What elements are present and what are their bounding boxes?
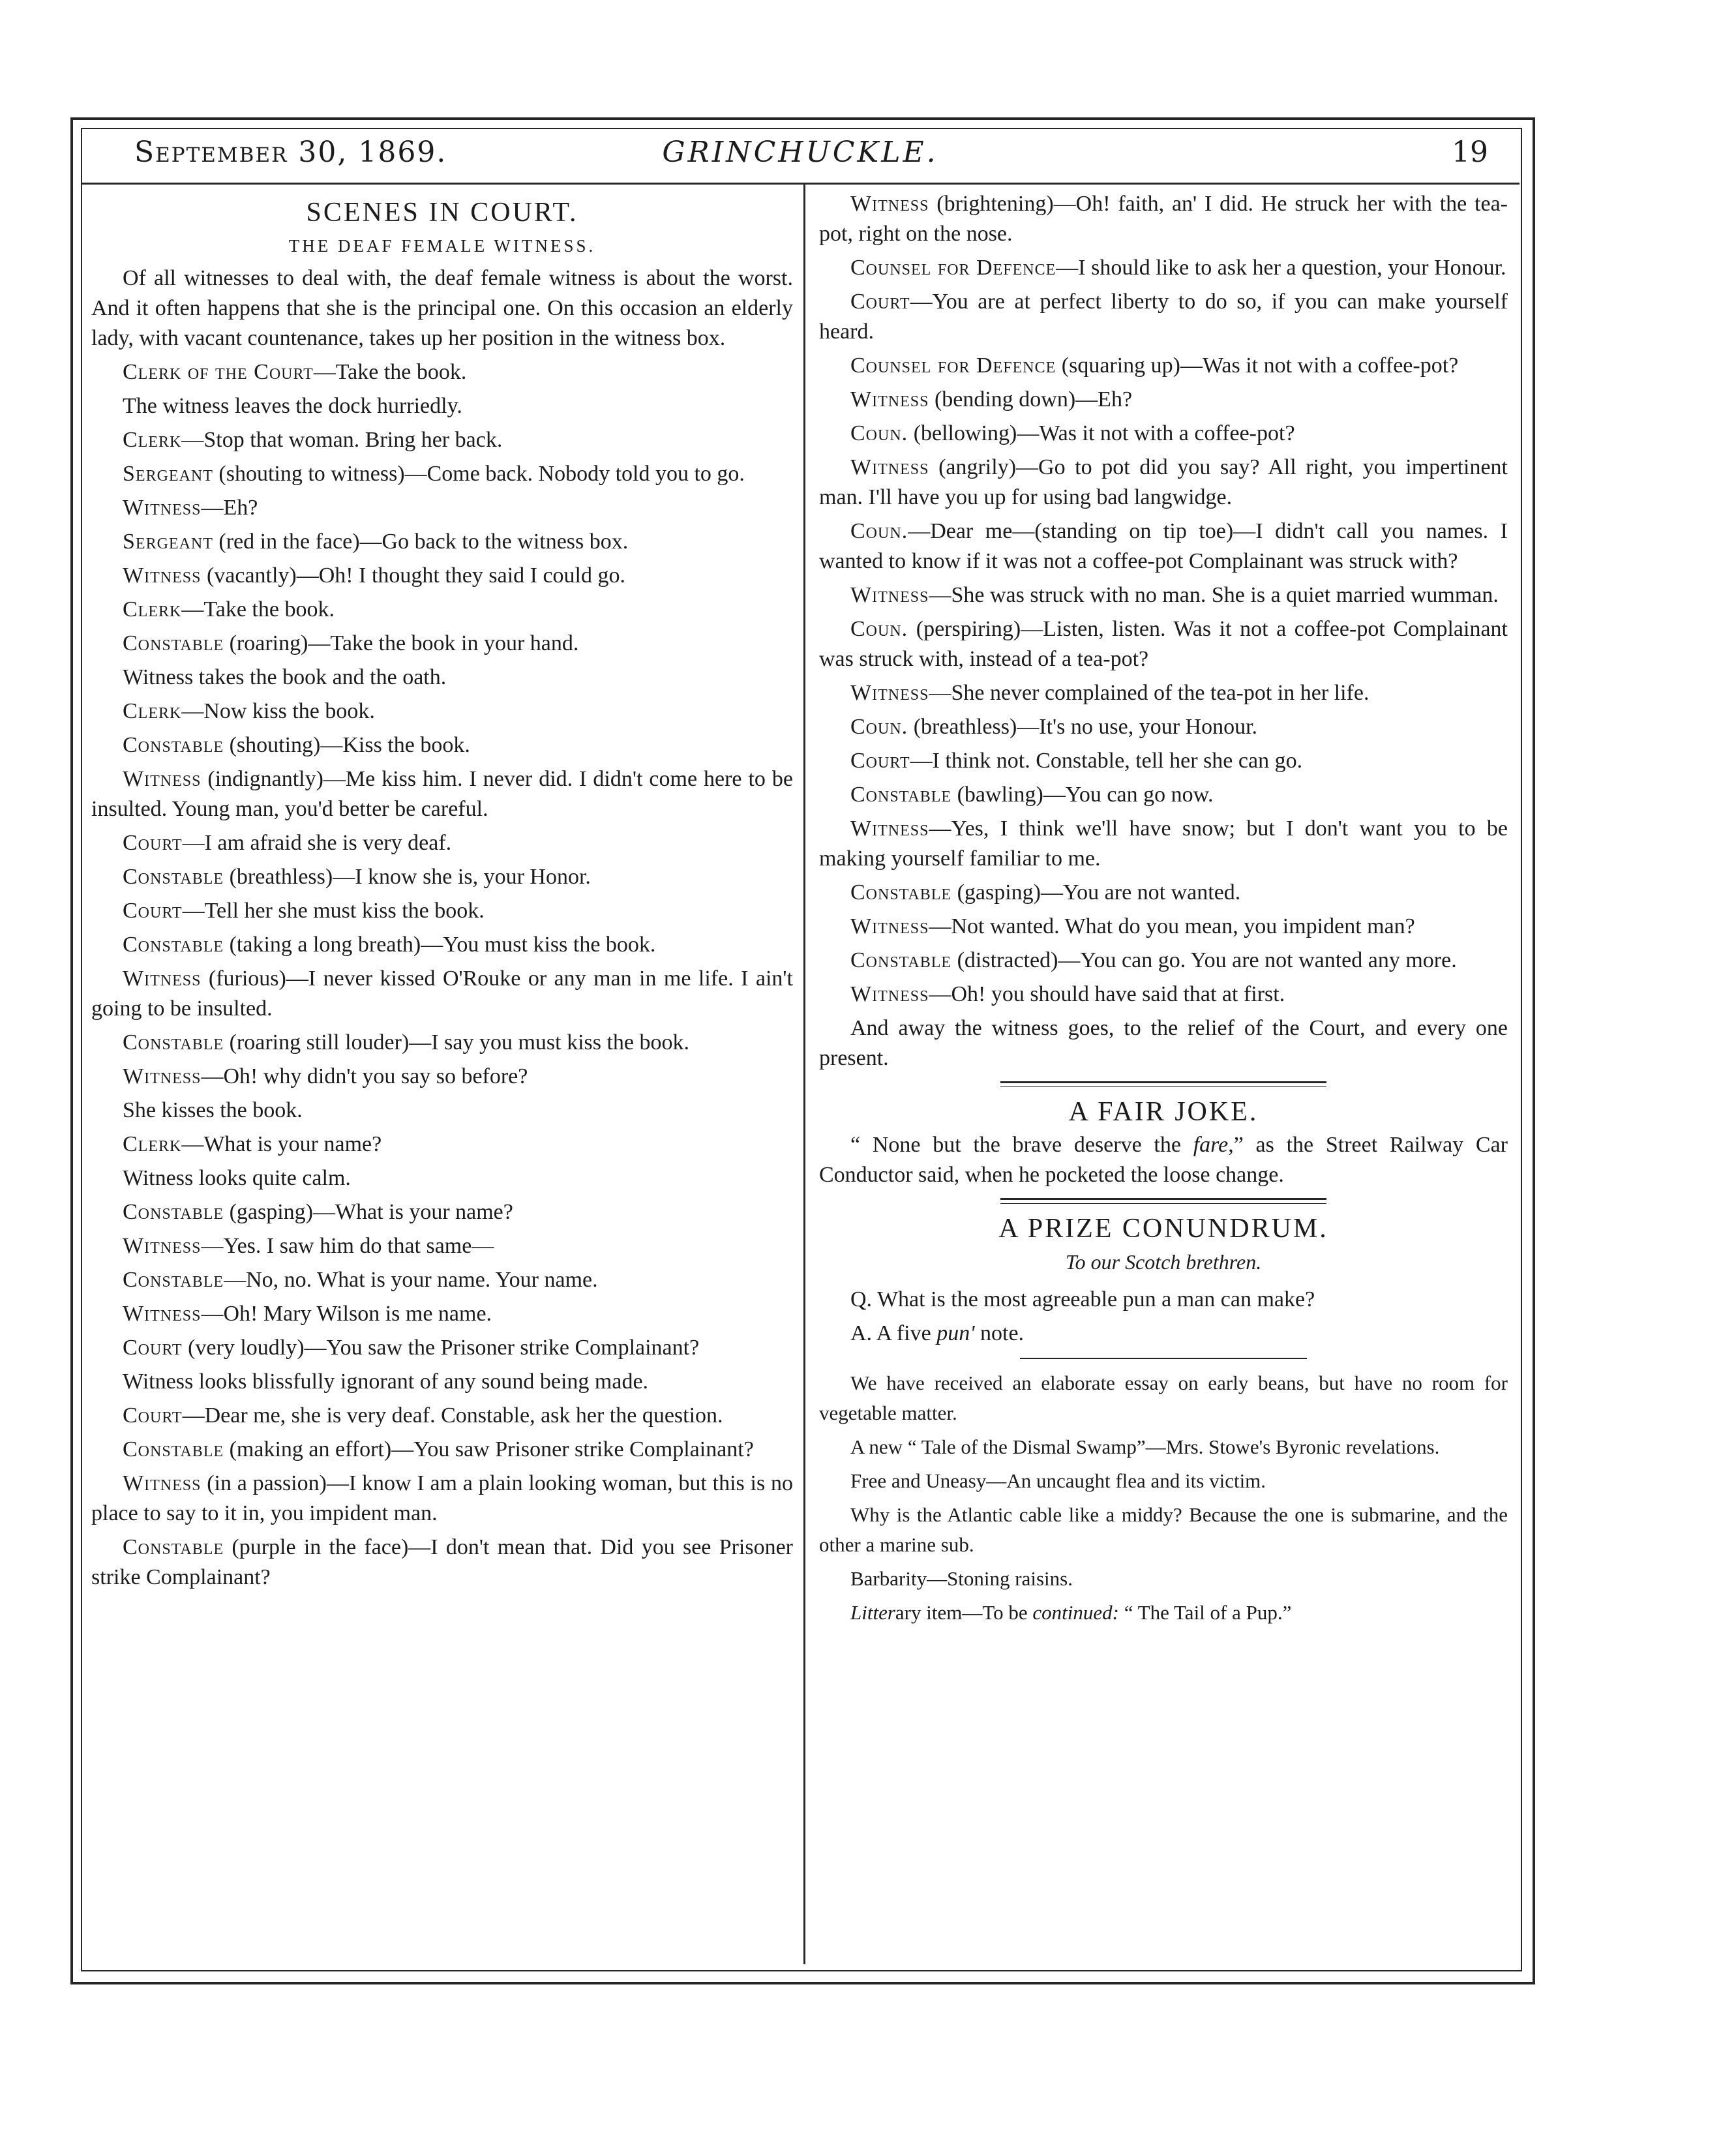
dialogue-text: (bawling)—You can go now. bbox=[951, 783, 1214, 807]
speaker-name: Constable bbox=[123, 631, 224, 655]
speaker-name: Coun. bbox=[850, 421, 908, 445]
left-column bbox=[91, 189, 793, 1596]
speaker-name: Witness bbox=[123, 1471, 202, 1495]
dialogue-line bbox=[91, 1299, 793, 1329]
joke-text-part: “ None but the brave deserve the bbox=[850, 1133, 1193, 1157]
dialogue-text: (making an effort)—You saw Prisoner strike Complainant? bbox=[224, 1437, 754, 1461]
dialogue-text: (gasping)—What is your name? bbox=[224, 1200, 513, 1224]
dialogue-line bbox=[91, 1469, 793, 1529]
masthead-title: GRINCHUCKLE. bbox=[662, 136, 938, 169]
speaker-name: Counsel for Defence bbox=[850, 256, 1056, 280]
dialogue-line bbox=[91, 425, 793, 455]
joke-text-italic: fare bbox=[1193, 1133, 1229, 1157]
dialogue-text: (vacantly)—Oh! I thought they said I could go. bbox=[201, 563, 626, 588]
dialogue-line bbox=[91, 1028, 793, 1058]
speaker-name: Counsel for Defence bbox=[850, 353, 1056, 378]
dialogue-line bbox=[91, 930, 793, 960]
dialogue-text: (breathless)—I know she is, your Honor. bbox=[224, 865, 591, 889]
dialogue-continued bbox=[819, 189, 1508, 1073]
dialogue-text: —Oh! you should have said that at first. bbox=[929, 982, 1285, 1006]
running-header bbox=[81, 128, 1519, 185]
speaker-name: Clerk of the Court bbox=[123, 360, 314, 384]
dialogue-text: (indignantly)—Me kiss him. I never did. I didn't come here to be insulted. Young man, you'd better be careful. bbox=[91, 767, 793, 821]
note-text: continued: bbox=[1032, 1601, 1119, 1624]
speaker-name: Witness bbox=[123, 1234, 202, 1258]
dialogue-line bbox=[91, 730, 793, 760]
dialogue-text: —Dear me—(standing on tip toe)—I didn't call you names. I wanted to know if it was not a coffee-pot Complainant was struck with? bbox=[819, 519, 1508, 573]
dialogue-text: —Oh! Mary Wilson is me name. bbox=[201, 1302, 492, 1326]
dialogue-line bbox=[819, 453, 1508, 513]
dialogue-text: —Oh! why didn't you say so before? bbox=[201, 1064, 528, 1088]
conundrum-question: Q. What is the most agreeable pun a man can make? bbox=[850, 1287, 1315, 1311]
dialogue-line bbox=[91, 1231, 793, 1261]
dialogue-text: (brightening)—Oh! faith, an' I did. He struck her with the tea-pot, right on the nose. bbox=[819, 192, 1508, 246]
dialogue-line bbox=[91, 1401, 793, 1431]
dialogue-text: —What is your name? bbox=[181, 1132, 382, 1156]
conundrum-title: A PRIZE CONUNDRUM. bbox=[998, 1214, 1328, 1244]
speaker-name: Witness bbox=[850, 914, 929, 938]
speaker-name: Witness bbox=[850, 455, 929, 479]
column-divider bbox=[803, 184, 805, 1964]
speaker-name: Court bbox=[123, 1403, 183, 1428]
dialogue-line bbox=[91, 663, 793, 693]
speaker-name: Clerk bbox=[123, 597, 182, 621]
dialogue-line bbox=[819, 746, 1508, 776]
speaker-name: Constable bbox=[123, 865, 224, 889]
dialogue-line bbox=[91, 764, 793, 824]
speaker-name: Clerk bbox=[123, 428, 182, 452]
dialogue-text: —Yes, I think we'll have snow; but I don't want you to be making yourself familiar to me. bbox=[819, 816, 1508, 871]
speaker-name: Constable bbox=[123, 733, 224, 757]
dialogue-text: —Now kiss the book. bbox=[181, 699, 375, 723]
dialogue-text: (roaring)—Take the book in your hand. bbox=[224, 631, 579, 655]
dialogue-text: —I am afraid she is very deaf. bbox=[182, 831, 452, 855]
dialogue-line bbox=[91, 1265, 793, 1295]
dialogue-text: (perspiring)—Listen, listen. Was it not a coffee-pot Complainant was struck with, instead of a tea-pot? bbox=[819, 617, 1508, 671]
dialogue-text: (angrily)—Go to pot did you say? All right, you impertinent man. I'll have you up for using bad langwidge. bbox=[819, 455, 1508, 509]
dialogue-text: She kisses the book. bbox=[123, 1098, 303, 1122]
speaker-name: Witness bbox=[123, 563, 202, 588]
dialogue-line bbox=[91, 1096, 793, 1126]
dialogue-text: Witness takes the book and the oath. bbox=[123, 665, 447, 689]
dialogue-line bbox=[91, 1062, 793, 1092]
speaker-name: Witness bbox=[850, 583, 929, 607]
speaker-name: Witness bbox=[850, 192, 929, 216]
answer-part: A. A five bbox=[850, 1321, 937, 1345]
dialogue-line bbox=[91, 1130, 793, 1160]
speaker-name: Clerk bbox=[123, 699, 182, 723]
speaker-name: Constable bbox=[123, 933, 224, 957]
dialogue-line bbox=[819, 419, 1508, 449]
dialogue-text: —Tell her she must kiss the book. bbox=[182, 899, 485, 923]
dialogue-line bbox=[819, 189, 1508, 249]
dialogue-text: —She never complained of the tea-pot in her life. bbox=[929, 681, 1369, 705]
note-text: Litter bbox=[850, 1601, 895, 1624]
dialogue-line bbox=[91, 964, 793, 1024]
dialogue-text: (shouting)—Kiss the book. bbox=[224, 733, 470, 757]
speaker-name: Witness bbox=[850, 982, 929, 1006]
speaker-name: Witness bbox=[123, 767, 202, 791]
dialogue-line bbox=[819, 780, 1508, 810]
dialogue-line bbox=[819, 385, 1508, 415]
note-text: We have received an elaborate essay on early beans, but have no room for vegetable matter. bbox=[819, 1371, 1508, 1424]
speaker-name: Sergeant bbox=[123, 462, 213, 486]
dialogue-line bbox=[819, 287, 1508, 347]
joke-text-part: ,” as the Street Railway Car Conductor said, when he pocketed the loose change. bbox=[819, 1133, 1508, 1187]
dialogue-line bbox=[91, 595, 793, 625]
dialogue-text: —Not wanted. What do you mean, you impident man? bbox=[929, 914, 1415, 938]
dialogue-line bbox=[91, 561, 793, 591]
dialogue-text: (roaring still louder)—I say you must kiss the book. bbox=[224, 1030, 690, 1055]
dialogue-line bbox=[819, 678, 1508, 708]
speaker-name: Court bbox=[123, 831, 183, 855]
dialogue-line bbox=[819, 814, 1508, 874]
dialogue-text: (taking a long breath)—You must kiss the book. bbox=[224, 933, 656, 957]
speaker-name: Coun. bbox=[850, 519, 908, 543]
note-item bbox=[819, 1500, 1508, 1560]
dialogue-line bbox=[819, 351, 1508, 381]
speaker-name: Constable bbox=[850, 948, 952, 972]
speaker-name: Coun. bbox=[850, 715, 908, 739]
dialogue-text: Witness looks blissfully ignorant of any sound being made. bbox=[123, 1370, 649, 1394]
dialogue-text: (shouting to witness)—Come back. Nobody told you to go. bbox=[213, 462, 745, 486]
dialogue-line bbox=[91, 828, 793, 858]
dialogue-line bbox=[819, 580, 1508, 610]
dialogue-text: (purple in the face)—I don't mean that. Did you see Prisoner strike Complainant? bbox=[91, 1535, 793, 1589]
note-item bbox=[819, 1564, 1508, 1594]
speaker-name: Witness bbox=[850, 681, 929, 705]
article-subtitle: THE DEAF FEMALE WITNESS. bbox=[288, 236, 596, 256]
dialogue-text: (furious)—I never kissed O'Rouke or any man in me life. I ain't going to be insulted. bbox=[91, 966, 793, 1021]
dialogue-line bbox=[91, 1435, 793, 1465]
dialogue-text: (very loudly)—You saw the Prisoner strike Complainant? bbox=[182, 1336, 700, 1360]
dialogue-text: And away the witness goes, to the relief of the Court, and every one present. bbox=[819, 1016, 1508, 1070]
speaker-name: Witness bbox=[850, 387, 929, 412]
speaker-name: Witness bbox=[123, 1302, 202, 1326]
dialogue-text: —No, no. What is your name. Your name. bbox=[224, 1268, 598, 1292]
page-number: 19 bbox=[1452, 136, 1488, 169]
speaker-name: Constable bbox=[123, 1030, 224, 1055]
dialogue-line bbox=[91, 493, 793, 523]
dialogue-line bbox=[91, 357, 793, 387]
dialogue-line bbox=[819, 253, 1508, 283]
note-text: Why is the Atlantic cable like a middy? Because the one is submarine, and the other a marine sub. bbox=[819, 1503, 1508, 1556]
speaker-name: Constable bbox=[123, 1268, 224, 1292]
dialogue-text: —You are at perfect liberty to do so, if you can make yourself heard. bbox=[819, 290, 1508, 344]
issue-date: September 30, 1869. bbox=[134, 136, 447, 169]
dialogue-line bbox=[819, 912, 1508, 942]
note-item bbox=[819, 1598, 1508, 1628]
speaker-name: Sergeant bbox=[123, 530, 213, 554]
section-divider bbox=[1000, 1081, 1326, 1087]
dialogue-text: —I think not. Constable, tell her she can go. bbox=[910, 749, 1303, 773]
speaker-name: Constable bbox=[850, 783, 952, 807]
speaker-name: Constable bbox=[123, 1200, 224, 1224]
dialogue-line bbox=[91, 696, 793, 726]
dialogue-line bbox=[819, 946, 1508, 976]
joke-text bbox=[819, 1130, 1508, 1190]
note-text: ary item—To be bbox=[895, 1601, 1033, 1624]
dialogue-text: —Stop that woman. Bring her back. bbox=[181, 428, 503, 452]
speaker-name: Witness bbox=[850, 816, 929, 841]
speaker-name: Clerk bbox=[123, 1132, 182, 1156]
dialogue-line bbox=[91, 1197, 793, 1227]
short-notes bbox=[819, 1368, 1508, 1628]
speaker-name: Constable bbox=[123, 1437, 224, 1461]
note-item bbox=[819, 1368, 1508, 1428]
dialogue-text: (breathless)—It's no use, your Honour. bbox=[908, 715, 1258, 739]
dialogue-text: (squaring up)—Was it not with a coffee-pot? bbox=[1056, 353, 1459, 378]
dialogue-line bbox=[819, 878, 1508, 908]
dialogue-text: The witness leaves the dock hurriedly. bbox=[123, 394, 462, 418]
dialogue-text: —Eh? bbox=[201, 496, 258, 520]
dialogue-text: (bending down)—Eh? bbox=[929, 387, 1133, 412]
speaker-name: Court bbox=[123, 1336, 183, 1360]
article-title: SCENES IN COURT. bbox=[306, 198, 578, 228]
speaker-name: Court bbox=[850, 290, 910, 314]
note-item bbox=[819, 1466, 1508, 1496]
speaker-name: Constable bbox=[123, 1535, 224, 1559]
speaker-name: Coun. bbox=[850, 617, 908, 641]
dialogue-text: (gasping)—You are not wanted. bbox=[951, 880, 1241, 905]
speaker-name: Court bbox=[850, 749, 910, 773]
note-text: “ The Tail of a Pup.” bbox=[1118, 1601, 1292, 1624]
dialogue-text: —Yes. I saw him do that same— bbox=[201, 1234, 494, 1258]
section-divider bbox=[1020, 1358, 1307, 1359]
dialogue-line bbox=[819, 614, 1508, 674]
dialogue-line bbox=[91, 1163, 793, 1193]
dialogue-line bbox=[819, 1013, 1508, 1073]
dialogue-line bbox=[91, 459, 793, 489]
dialogue-text: —Take the book. bbox=[181, 597, 335, 621]
note-item bbox=[819, 1432, 1508, 1462]
answer-italic: pun' bbox=[936, 1321, 975, 1345]
dialogue-text: (in a passion)—I know I am a plain looking woman, but this is no place to say to it in, you impident man. bbox=[91, 1471, 793, 1525]
answer-part: note. bbox=[974, 1321, 1025, 1345]
dialogue-line bbox=[91, 527, 793, 557]
dialogue-line bbox=[91, 862, 793, 892]
dialogue-line bbox=[91, 1333, 793, 1363]
dialogue-text: —Dear me, she is very deaf. Constable, ask her the question. bbox=[182, 1403, 723, 1428]
dialogue-line bbox=[91, 629, 793, 659]
dialogue-line bbox=[819, 980, 1508, 1010]
speaker-name: Constable bbox=[850, 880, 952, 905]
dialogue-text: (bellowing)—Was it not with a coffee-pot? bbox=[908, 421, 1295, 445]
article-intro: Of all witnesses to deal with, the deaf female witness is about the worst. And it often happens that she is the principal one. On this occasion an elderly lady, with vacant countenance, takes up her position in the witness box. bbox=[91, 266, 793, 350]
speaker-name: Witness bbox=[123, 966, 202, 991]
conundrum-answer bbox=[819, 1319, 1508, 1349]
dialogue-line bbox=[819, 517, 1508, 576]
note-text: Barbarity—Stoning raisins. bbox=[850, 1567, 1073, 1590]
conundrum-subtitle: To our Scotch brethren. bbox=[1065, 1250, 1262, 1274]
dialogue-line bbox=[819, 712, 1508, 742]
dialogue-text: (red in the face)—Go back to the witness box. bbox=[213, 530, 629, 554]
dialogue-line bbox=[91, 1367, 793, 1397]
dialogue-line bbox=[91, 1533, 793, 1593]
dialogue-text: —Take the book. bbox=[313, 360, 467, 384]
section-divider bbox=[1000, 1198, 1326, 1204]
speaker-name: Witness bbox=[123, 496, 202, 520]
note-text: Free and Uneasy—An uncaught flea and its victim. bbox=[850, 1469, 1266, 1492]
dialogue-text: Witness looks quite calm. bbox=[123, 1166, 351, 1190]
note-text: A new “ Tale of the Dismal Swamp”—Mrs. Stowe's Byronic revelations. bbox=[850, 1435, 1440, 1458]
dialogue-text: (distracted)—You can go. You are not wanted any more. bbox=[951, 948, 1457, 972]
speaker-name: Court bbox=[123, 899, 183, 923]
speaker-name: Witness bbox=[123, 1064, 202, 1088]
right-column bbox=[819, 189, 1508, 1632]
dialogue-line bbox=[91, 391, 793, 421]
joke-title: A FAIR JOKE. bbox=[1068, 1097, 1259, 1127]
dialogue-text: —I should like to ask her a question, your Honour. bbox=[1056, 256, 1506, 280]
dialogue-text: —She was struck with no man. She is a quiet married wumman. bbox=[929, 583, 1499, 607]
dialogue-line bbox=[91, 896, 793, 926]
